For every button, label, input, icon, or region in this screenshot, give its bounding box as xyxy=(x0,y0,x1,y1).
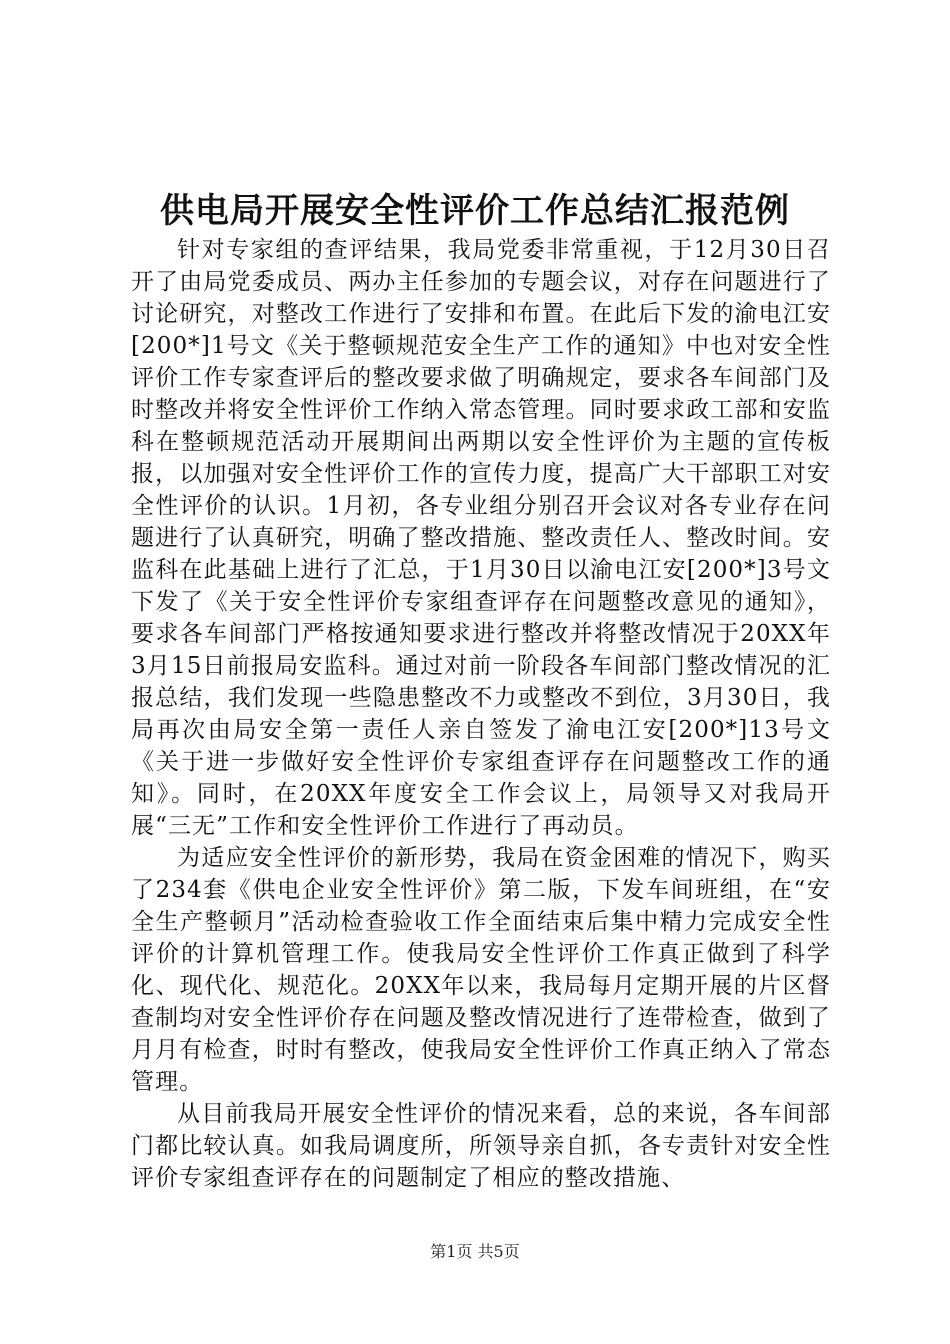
page-number-footer: 第1页 共5页 xyxy=(430,1242,520,1261)
paragraph-1: 针对专家组的查评结果，我局党委非常重视，于12月30日召开了由局党委成员、两办主任参加的专题会议，对存在问题进行了讨论研究，对整改工作进行了安排和布置。在此后下发的渝电江安[200*]1号文《关于整顿规范安全生产工作的通知》中也对安全性评价工作专家查评后的整改要求做了明确规定，要求各车间部门及时整改并将安全性评价工作纳入常态管理。同时要求政工部和安监科在整顿规范活动开展期间出两期以安全性评价为主题的宣传板报，以加强对安全性评价工作的宣传力度，提高广大干部职工对安全性评价的认识。1月初，各专业组分别召开会议对各专业存在问题进行了认真研究，明确了整改措施、整改责任人、整改时间。安监科在此基础上进行了汇总，于1月30日以渝电江安[200*]3号文下发了《关于安全性评价专家组查评存在问题整改意见的通知》，要求各车间部门严格按通知要求进行整改并将整改情况于20XX年3月15日前报局安监科。通过对前一阶段各车间部门整改情况的汇报总结，我们发现一些隐患整改不力或整改不到位，3月30日，我局再次由局安全第一责任人亲自签发了渝电江安[200*]13号文《关于进一步做好安全性评价专家组查评存在问题整改工作的通知》。同时，在20XX年度安全工作会议上，局领导又对我局开展“三无”工作和安全性评价工作进行了再动员。 xyxy=(131,237,831,839)
document-body xyxy=(131,234,831,1194)
paragraph-3: 从目前我局开展安全性评价的情况来看，总的来说，各车间部门都比较认真。如我局调度所，所领导亲自抓，各专责针对安全性评价专家组查评存在的问题制定了相应的整改措施、 xyxy=(131,1101,831,1191)
document-title: 供电局开展安全性评价工作总结汇报范例 xyxy=(160,191,790,231)
paragraph-2: 为适应安全性评价的新形势，我局在资金困难的情况下，购买了234套《供电企业安全性评价》第二版，下发车间班组，在“安全生产整顿月”活动检查验收工作全面结束后集中精力完成安全性评价的计算机管理工作。使我局安全性评价工作真正做到了科学化、现代化、规范化。20XX年以来，我局每月定期开展的片区督查制均对安全性评价存在问题及整改情况进行了连带检查，做到了月月有检查，时时有整改，使我局安全性评价工作真正纳入了常态管理。 xyxy=(131,845,831,1095)
